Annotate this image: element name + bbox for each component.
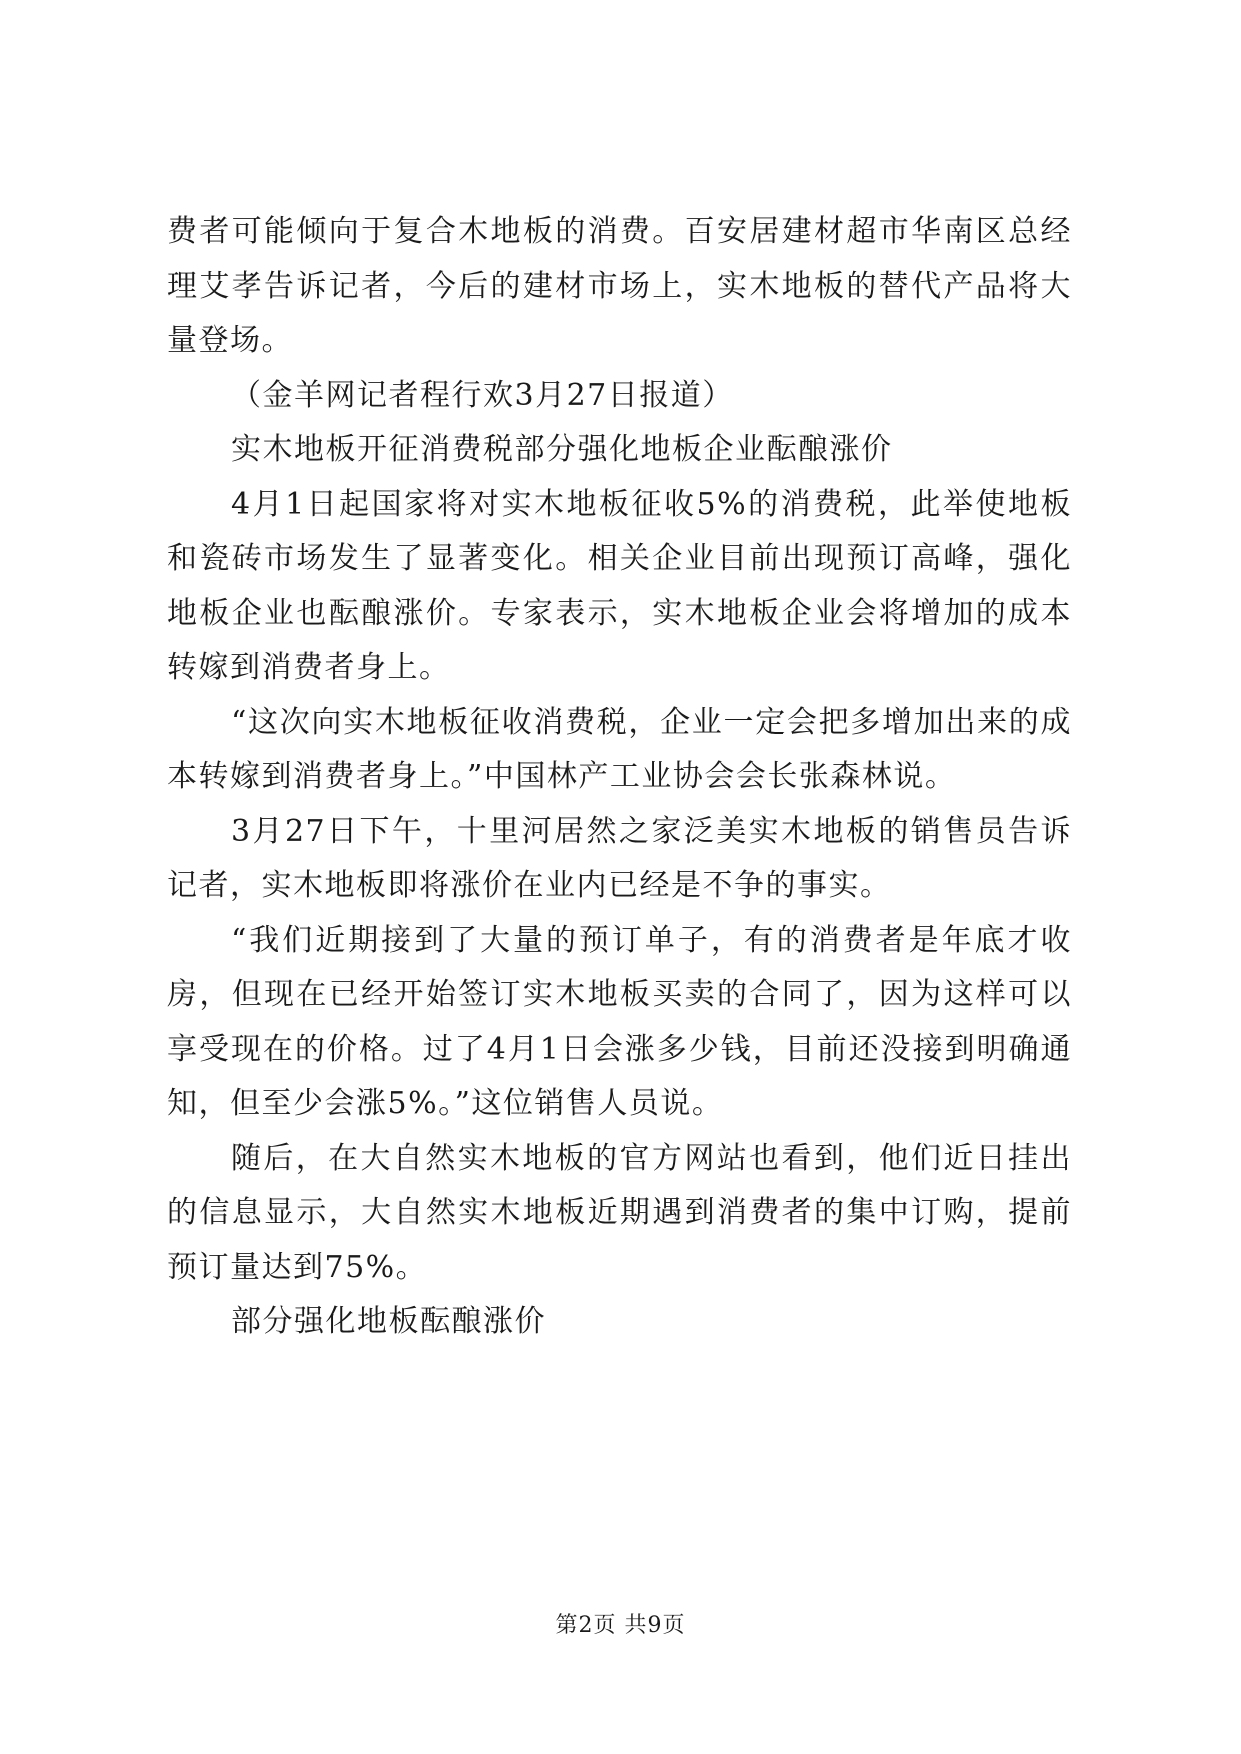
paragraph-6: 3月27日下午，十里河居然之家泛美实木地板的销售员告诉记者，实木地板即将涨价在业内已经是不争的事实。 xyxy=(167,813,1072,903)
paragraph-1: 费者可能倾向于复合木地板的消费。百安居建材超市华南区总经理艾孝告诉记者，今后的建材市场上，实木地板的替代产品将大量登场。 xyxy=(167,214,1072,358)
paragraph-4: 4月1日起国家将对实木地板征收5%的消费税，此举使地板和瓷砖市场发生了显著变化。相关企业目前出现预订高峰，强化地板企业也酝酿涨价。专家表示，实木地板企业会将增加的成本转嫁到消费者身上。 xyxy=(167,486,1072,685)
paragraph-7: “我们近期接到了大量的预订单子，有的消费者是年底才收房，但现在已经开始签订实木地板买卖的合同了，因为这样可以享受现在的价格。过了4月1日会涨多少钱，目前还没接到明确通知，但至少会涨5%。”这位销售人员说。 xyxy=(167,922,1072,1121)
page-number: 第2页 共9页 xyxy=(555,1613,686,1638)
paragraph-5: “这次向实木地板征收消费税，企业一定会把多增加出来的成本转嫁到消费者身上。”中国林产工业协会会长张森林说。 xyxy=(167,704,1072,794)
paragraph-8: 随后，在大自然实木地板的官方网站也看到，他们近日挂出的信息显示，大自然实木地板近期遇到消费者的集中订购，提前预订量达到75%。 xyxy=(167,1140,1072,1285)
section-heading: 实木地板开征消费税部分强化地板企业酝酿涨价 xyxy=(231,432,893,467)
paragraph-2: （金羊网记者程行欢3月27日报道） xyxy=(231,377,734,413)
article-body xyxy=(167,205,1072,1350)
subheading: 部分强化地板酝酿涨价 xyxy=(231,1304,546,1339)
